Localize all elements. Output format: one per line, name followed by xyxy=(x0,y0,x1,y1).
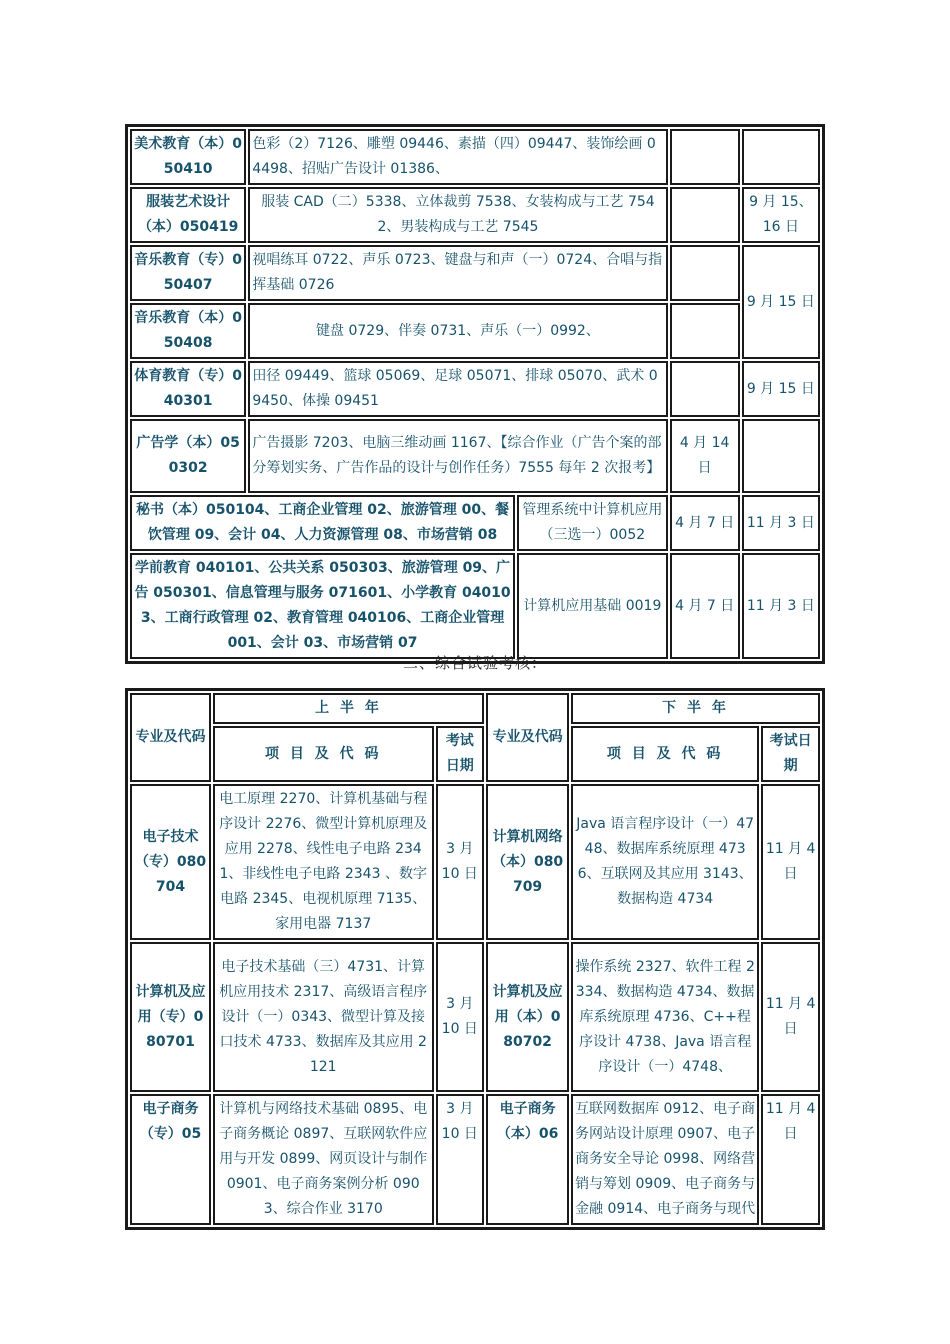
date-cell xyxy=(670,187,740,243)
date-cell xyxy=(670,129,740,185)
section-title: 二、综合试验考核： xyxy=(402,654,547,672)
date-cell: 11 月 4 日 xyxy=(761,942,820,1092)
courses-cell: 服装 CAD（二）5338、立体裁剪 7538、女装构成与工艺 7542、男装构成与工艺 7545 xyxy=(248,187,667,243)
table-row xyxy=(130,942,820,1092)
course-cell: 管理系统中计算机应用（三选一）0052 xyxy=(517,495,667,551)
major-cell: 体育教育（专）040301 xyxy=(130,361,246,417)
major-cell: 计算机网络（本）080709 xyxy=(486,784,569,940)
major-cell: 服装艺术设计（本）050419 xyxy=(130,187,246,243)
date-cell: 9 月 15 日 xyxy=(742,245,820,359)
date-cell: 3 月 10 日 xyxy=(436,784,485,940)
date-cell: 9 月 15、16 日 xyxy=(742,187,820,243)
items-cell: 操作系统 2327、软件工程 2334、数据构造 4734、数据库系统原理 4736、C++程序设计 4738、Java 语言程序设计（一）4748、 xyxy=(571,942,759,1092)
major-cell: 广告学（本）050302 xyxy=(130,419,246,493)
exam-schedule-table-1 xyxy=(125,124,825,664)
major-cell: 电子商务（本）06 xyxy=(486,1094,569,1225)
table-row xyxy=(130,495,820,551)
date-cell: 11 月 3 日 xyxy=(742,553,820,659)
major-cell: 计算机及应用（本）080702 xyxy=(486,942,569,1092)
table-row xyxy=(130,784,820,940)
date-cell: 9 月 15 日 xyxy=(742,361,820,417)
date-cell xyxy=(670,245,740,301)
items-cell: Java 语言程序设计（一）4748、数据库系统原理 4736、互联网及其应用 3143、数据构造 4734 xyxy=(571,784,759,940)
table-row xyxy=(130,1094,820,1225)
items-cell: 电子技术基础（三）4731、计算机应用技术 2317、高级语言程序设计（一）0343、微型计算及接口技术 4733、数据库及其应用 2121 xyxy=(213,942,434,1092)
exam-schedule-table-2 xyxy=(125,688,825,1230)
items-cell: 计算机与网络技术基础 0895、电子商务概论 0897、互联网软件应用与开发 0899、网页设计与制作 0901、电子商务案例分析 0903、综合作业 3170 xyxy=(213,1094,434,1225)
date-cell: 3 月 10 日 xyxy=(436,1094,485,1225)
date-cell xyxy=(742,129,820,185)
major-cell: 电子商务（专）05 xyxy=(130,1094,211,1225)
courses-cell: 键盘 0729、伴奏 0731、声乐（一）0992、 xyxy=(248,303,667,359)
header-major-code: 专业及代码 xyxy=(486,693,569,782)
major-cell: 美术教育（本）050410 xyxy=(130,129,246,185)
table-row xyxy=(130,361,820,417)
header-major-code: 专业及代码 xyxy=(130,693,211,782)
courses-cell: 广告摄影 7203、电脑三维动画 1167、【综合作业（广告个案的部分筹划实务、广告作品的设计与创作任务）7555 每年 2 次报考】 xyxy=(248,419,667,493)
courses-cell: 田径 09449、篮球 05069、足球 05071、排球 05070、武术 09450、体操 09451 xyxy=(248,361,667,417)
header-row xyxy=(130,693,820,724)
table-row xyxy=(130,303,820,359)
header-first-half: 上 半 年 xyxy=(213,693,484,724)
date-cell: 11 月 3 日 xyxy=(742,495,820,551)
major-cell: 电子技术（专）080704 xyxy=(130,784,211,940)
items-cell: 互联网数据库 0912、电子商务网站设计原理 0907、电子商务安全导论 0998、网络营销与筹划 0909、电子商务与金融 0914、电子商务与现代 xyxy=(571,1094,759,1225)
date-cell: 4 月 7 日 xyxy=(670,553,740,659)
major-cell: 音乐教育（本）050408 xyxy=(130,303,246,359)
table-row xyxy=(130,129,820,185)
courses-cell: 视唱练耳 0722、声乐 0723、键盘与和声（一）0724、合唱与指挥基础 0726 xyxy=(248,245,667,301)
header-exam-date: 考试日期 xyxy=(436,726,485,782)
majors-cell: 秘书（本）050104、工商企业管理 02、旅游管理 00、餐饮管理 09、会计 04、人力资源管理 08、市场营销 08 xyxy=(130,495,515,551)
majors-cell: 学前教育 040101、公共关系 050303、旅游管理 09、广告 050301、信息管理与服务 071601、小学教育 040103、工商行政管理 02、教育管理 040106、工商企业管理 001、会计 03、市场营销 07 xyxy=(130,553,515,659)
header-row xyxy=(130,726,820,782)
date-cell: 11 月 4 日 xyxy=(761,1094,820,1225)
date-cell: 4 月 7 日 xyxy=(670,495,740,551)
table-row xyxy=(130,553,820,659)
major-cell: 计算机及应用（专）080701 xyxy=(130,942,211,1092)
major-cell: 音乐教育（专）050407 xyxy=(130,245,246,301)
date-cell xyxy=(670,303,740,359)
course-cell: 计算机应用基础 0019 xyxy=(517,553,667,659)
table-row xyxy=(130,187,820,243)
items-cell: 电工原理 2270、计算机基础与程序设计 2276、微型计算机原理及应用 2278、线性电子电路 2341、非线性电子电路 2343 、数字电路 2345、电视机原理 7135、家用电器 7137 xyxy=(213,784,434,940)
courses-cell: 色彩（2）7126、雕塑 09446、素描（四）09447、装饰绘画 04498、招贴广告设计 01386、 xyxy=(248,129,667,185)
table-row xyxy=(130,419,820,493)
date-cell: 4 月 14 日 xyxy=(670,419,740,493)
header-exam-date: 考试日期 xyxy=(761,726,820,782)
header-second-half: 下 半 年 xyxy=(571,693,820,724)
date-cell: 11 月 4 日 xyxy=(761,784,820,940)
header-item-code: 项 目 及 代 码 xyxy=(571,726,759,782)
date-cell xyxy=(742,419,820,493)
table-row xyxy=(130,245,820,301)
date-cell xyxy=(670,361,740,417)
date-cell: 3 月 10 日 xyxy=(436,942,485,1092)
header-item-code: 项 目 及 代 码 xyxy=(213,726,434,782)
